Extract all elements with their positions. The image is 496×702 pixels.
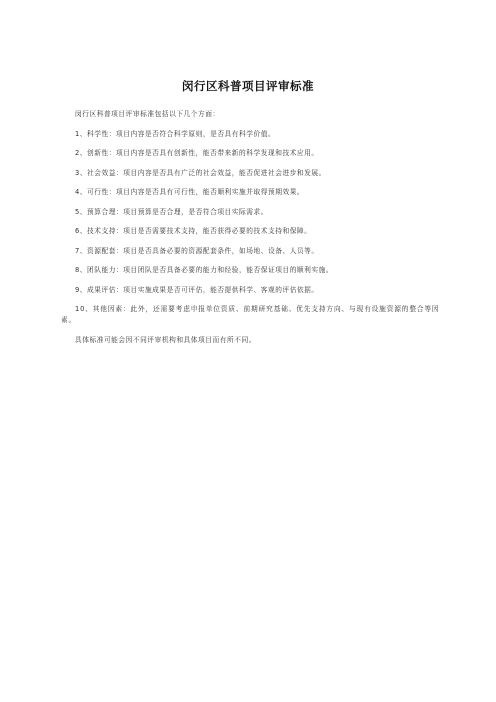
criterion-item: 10、其他因素：此外，还需要考虑申报单位资质、前期研究基础、优先支持方向、与现有设施资源的整合等因素。 (61, 305, 440, 324)
criterion-item: 7、资源配套：项目是否具备必要的资源配套条件，如场地、设备、人员等。 (75, 246, 319, 255)
criterion-item: 6、技术支持：项目是否需要技术支持，能否获得必要的技术支持和保障。 (75, 227, 312, 235)
document-body (61, 109, 441, 354)
criterion-item: 5、预算合理：项目预算是否合理，是否符合项目实际需求。 (75, 207, 268, 216)
closing-paragraph: 具体标准可能会因不同评审机构和具体项目而有所不同。 (75, 335, 256, 344)
intro-paragraph: 闵行区科普项目评审标准包括以下几个方面： (75, 110, 220, 118)
document-title: 闵行区科普项目评审标准 (182, 79, 314, 93)
criterion-item: 2、创新性：项目内容是否具有创新性，能否带来新的科学发现和技术应用。 (75, 149, 319, 157)
criterion-item: 4、可行性：项目内容是否具有可行性，能否顺利实施并取得预期效果。 (75, 188, 305, 196)
criterion-item: 3、社会效益：项目内容是否具有广泛的社会效益，能否促进社会进步和发展。 (75, 168, 326, 177)
criterion-item: 8、团队能力：项目团队是否具备必要的能力和经验，能否保证项目的顺利实施。 (75, 266, 334, 274)
criterion-item: 1、科学性：项目内容是否符合科学原则，是否具有科学价值。 (75, 129, 276, 138)
criterion-item: 9、成果评估：项目实施成果是否可评估，能否提供科学、客观的评估依据。 (75, 285, 319, 294)
